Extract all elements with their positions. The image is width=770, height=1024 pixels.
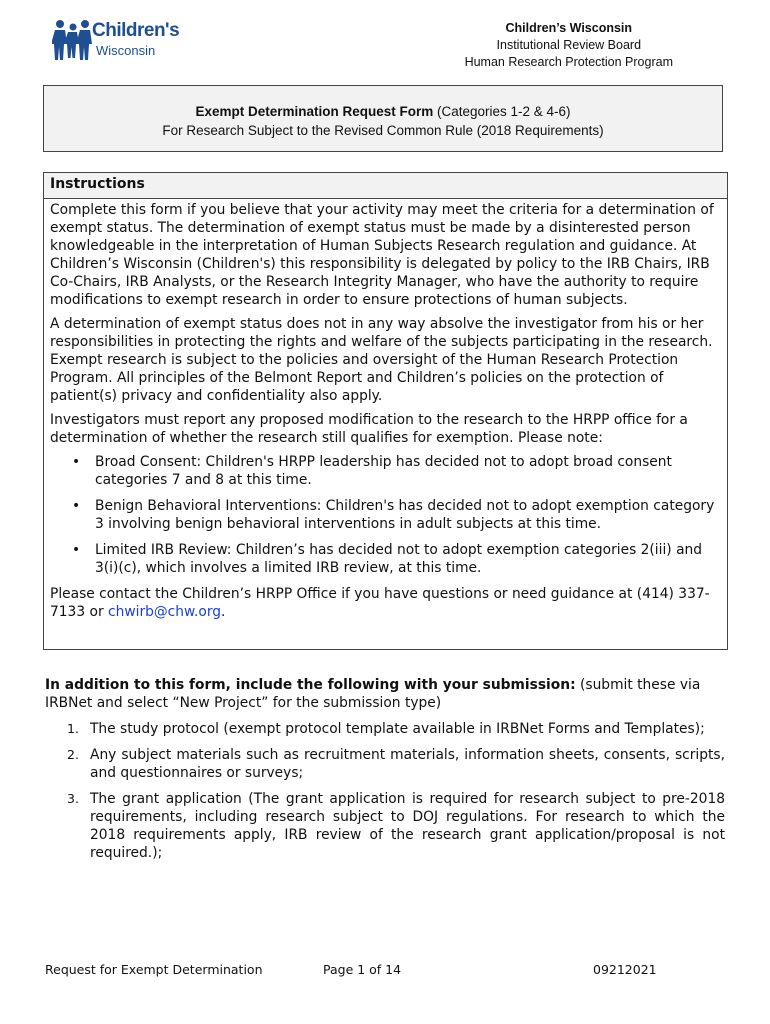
contact-end: . bbox=[221, 604, 226, 620]
form-title-box bbox=[43, 85, 723, 152]
submission-list bbox=[45, 720, 725, 862]
list-item bbox=[45, 790, 725, 862]
bullet-text: Broad Consent: Children's HRPP leadership has decided not to adopt broad consent categories 7 and 8 at this time. bbox=[95, 454, 672, 488]
bullet-text: Benign Behavioral Interventions: Children's has decided not to adopt exemption category 3 involving benign behavioral interventions in adult subjects at this time. bbox=[95, 498, 715, 532]
list-item bbox=[50, 497, 721, 533]
contact-paragraph bbox=[50, 585, 721, 621]
organization-board: Institutional Review Board bbox=[496, 38, 642, 52]
submission-requirements bbox=[45, 676, 725, 870]
item-text: The study protocol (exempt protocol template available in IRBNet Forms and Templates); bbox=[90, 721, 705, 737]
list-item bbox=[45, 720, 725, 738]
list-item bbox=[50, 453, 721, 489]
childrens-wisconsin-logo bbox=[52, 18, 182, 64]
form-title-bold: Exempt Determination Request Form bbox=[195, 104, 434, 119]
item-number: 2. bbox=[67, 747, 79, 762]
list-item bbox=[50, 541, 721, 577]
footer-version-date: 09212021 bbox=[593, 962, 657, 977]
footer-page-number: Page 1 of 14 bbox=[323, 962, 402, 977]
bullet-icon: • bbox=[72, 498, 81, 514]
bullet-text: Limited IRB Review: Children’s has decided not to adopt exemption categories 2(iii) and 3(i)(c), which involves a limited IRB review, at this time. bbox=[95, 542, 703, 576]
contact-email-link[interactable]: chwirb@chw.org bbox=[108, 604, 222, 620]
form-title-categories: (Categories 1-2 & 4-6) bbox=[433, 104, 571, 119]
instructions-paragraph: Investigators must report any proposed modification to the research to the HRPP office for a determination of whether the research still qualifies for exemption. Please note: bbox=[50, 412, 688, 446]
contact-text: Please contact the Children’s HRPP Office if you have questions or need guidance at (414) 337-7133 or bbox=[50, 586, 710, 620]
submission-intro bbox=[45, 676, 725, 712]
form-subtitle: For Research Subject to the Revised Common Rule (2018 Requirements) bbox=[162, 123, 604, 138]
footer-document-name: Request for Exempt Determination bbox=[45, 962, 263, 977]
item-text: Any subject materials such as recruitment materials, information sheets, consents, scripts, and questionnaires or surveys; bbox=[90, 747, 725, 781]
bullet-icon: • bbox=[72, 454, 81, 470]
logo-wordmark-secondary: Wisconsin bbox=[96, 43, 156, 58]
submission-intro-rest: (submit these via IRBNet and select “New Project” for the submission type) bbox=[45, 677, 701, 711]
organization-name: Children’s Wisconsin bbox=[505, 21, 633, 35]
organization-header bbox=[465, 20, 673, 71]
instructions-heading: Instructions bbox=[44, 173, 727, 199]
policy-bullet-list bbox=[50, 453, 721, 577]
submission-intro-bold: In addition to this form, include the following with your submission: bbox=[45, 677, 576, 693]
organization-program: Human Research Protection Program bbox=[464, 55, 673, 69]
item-number: 3. bbox=[67, 791, 79, 806]
instructions-paragraph: A determination of exempt status does not in any way absolve the investigator from his or her responsibilities in protecting the rights and welfare of the subjects participating in the research. Exempt research is subject to the policies and oversight of the Human Research Protection Program. All principles of the Belmont Report and Children’s policies on the protection of patient(s) privacy and confidentiality also apply. bbox=[50, 316, 713, 404]
form-title bbox=[44, 102, 722, 121]
list-item bbox=[45, 746, 725, 782]
logo-wordmark-primary: Children's bbox=[92, 20, 180, 41]
item-text: The grant application (The grant application is required for research subject to pre-2018 requirements, including research subject to DOJ regulations. For research to which the 2018 requirements apply, IRB review of the research grant application/proposal is not required.); bbox=[90, 791, 725, 861]
instructions-body bbox=[44, 199, 727, 621]
instructions-paragraph: Complete this form if you believe that your activity may meet the criteria for a determination of exempt status. The determination of exempt status must be made by a disinterested person knowledgeable in the interpretation of Human Subjects Research regulation and guidance. At Children’s Wisconsin (Children's) this responsibility is delegated by policy to the IRB Chairs, IRB Co-Chairs, IRB Analysts, or the Research Integrity Manager, who have the authority to require modifications to exempt research in order to ensure protections of human subjects. bbox=[50, 202, 714, 308]
instructions-box bbox=[43, 172, 728, 650]
item-number: 1. bbox=[67, 721, 79, 736]
bullet-icon: • bbox=[72, 542, 81, 558]
